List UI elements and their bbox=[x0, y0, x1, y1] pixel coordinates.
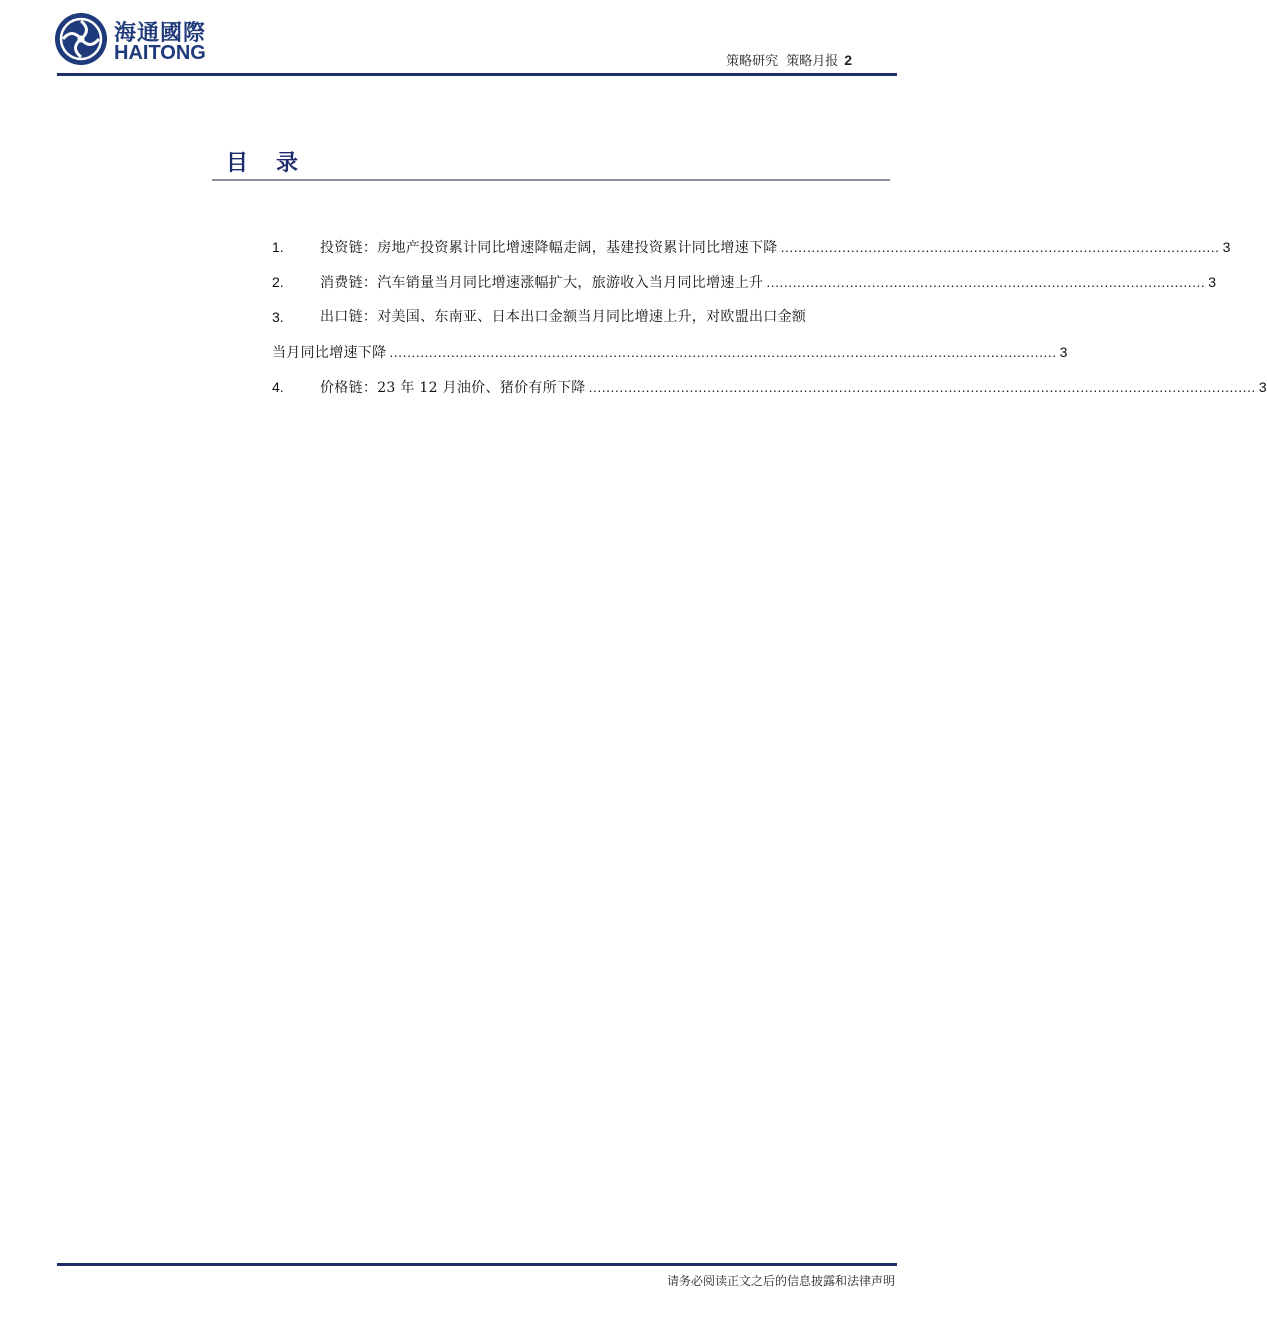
logo-chinese-name: 海通國際 bbox=[114, 21, 207, 46]
header-report-type: 策略月报 bbox=[786, 54, 839, 69]
logo-english-name: HAITONG bbox=[114, 42, 206, 64]
toc-leader-dots: .................................................................................................... bbox=[766, 274, 1206, 290]
toc-entry-text[interactable]: 投资链：房地产投资累计同比增速降幅走阔，基建投资累计同比增速下降 bbox=[320, 240, 778, 256]
toc-entry-3-continued[interactable] bbox=[272, 335, 1068, 370]
header-meta bbox=[726, 50, 852, 69]
footer-divider bbox=[57, 1263, 897, 1266]
toc-entry-2[interactable] bbox=[272, 265, 1217, 300]
toc-entry-number: 1. bbox=[272, 239, 284, 255]
toc-entry-text-line1[interactable]: 出口链：对美国、东南亚、日本出口金额当月同比增速上升，对欧盟出口金额 bbox=[320, 309, 807, 325]
toc-entry-text[interactable]: 价格链：23 年 12 月油价、猪价有所下降 bbox=[320, 380, 586, 396]
toc-entry-text-line2[interactable]: 当月同比增速下降 bbox=[272, 345, 387, 361]
header-page-number: 2 bbox=[844, 52, 852, 68]
toc-leader-dots: .................................................................................................... bbox=[780, 239, 1220, 255]
haitong-logo bbox=[54, 12, 224, 68]
header-section: 策略研究 bbox=[726, 54, 779, 69]
toc-entry-1[interactable] bbox=[272, 230, 1231, 265]
toc-title-divider bbox=[212, 179, 890, 181]
toc-entry-page[interactable]: 3 bbox=[1258, 379, 1267, 395]
toc-leader-dots: ........................................................................................................................................................ bbox=[588, 379, 1256, 395]
toc-entry-text[interactable]: 消费链：汽车销量当月同比增速涨幅扩大，旅游收入当月同比增速上升 bbox=[320, 275, 764, 291]
toc-entry-page[interactable]: 3 bbox=[1208, 274, 1217, 290]
toc-entry-page[interactable]: 3 bbox=[1222, 239, 1231, 255]
toc-entry-number: 2. bbox=[272, 274, 284, 290]
header-divider bbox=[57, 73, 897, 76]
toc-entry-number: 4. bbox=[272, 379, 284, 395]
toc-entry-number: 3. bbox=[272, 309, 284, 325]
toc-entry-3[interactable] bbox=[272, 300, 896, 335]
haitong-emblem-icon bbox=[54, 12, 108, 66]
toc-entry-4[interactable] bbox=[272, 370, 1267, 405]
toc-title: 目录 bbox=[226, 150, 327, 176]
footer-disclaimer: 请务必阅读正文之后的信息披露和法律声明 bbox=[666, 1274, 895, 1288]
toc-leader-dots: ........................................................................................................................................................ bbox=[389, 344, 1057, 360]
toc-entry-page[interactable]: 3 bbox=[1059, 344, 1068, 360]
toc-list bbox=[272, 230, 1267, 405]
